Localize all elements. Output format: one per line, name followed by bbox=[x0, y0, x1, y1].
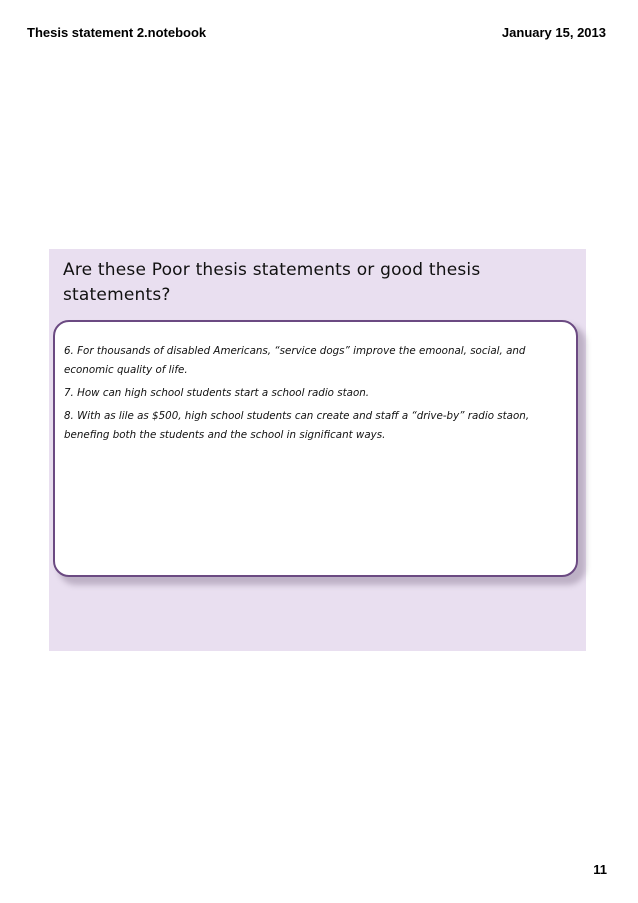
notebook-title: Thesis statement 2.notebook bbox=[27, 25, 207, 40]
statements-card bbox=[53, 320, 578, 577]
statement-item-8: 8. With as lile as $500, high school students can create and staff a “drive-by” radio staon, benefing both the students and the school in significant ways. bbox=[64, 410, 530, 441]
statement-item-6: 6. For thousands of disabled Americans, “service dogs” improve the emoonal, social, and economic quality of life. bbox=[64, 345, 526, 376]
slide-title: Are these Poor thesis statements or good thesis statements? bbox=[63, 260, 481, 305]
slide-panel bbox=[49, 249, 586, 651]
page-number: 11 bbox=[593, 862, 607, 877]
page-date: January 15, 2013 bbox=[501, 25, 606, 40]
statement-item-7: 7. How can high school students start a school radio staon. bbox=[64, 387, 370, 399]
statements-list bbox=[64, 342, 564, 449]
